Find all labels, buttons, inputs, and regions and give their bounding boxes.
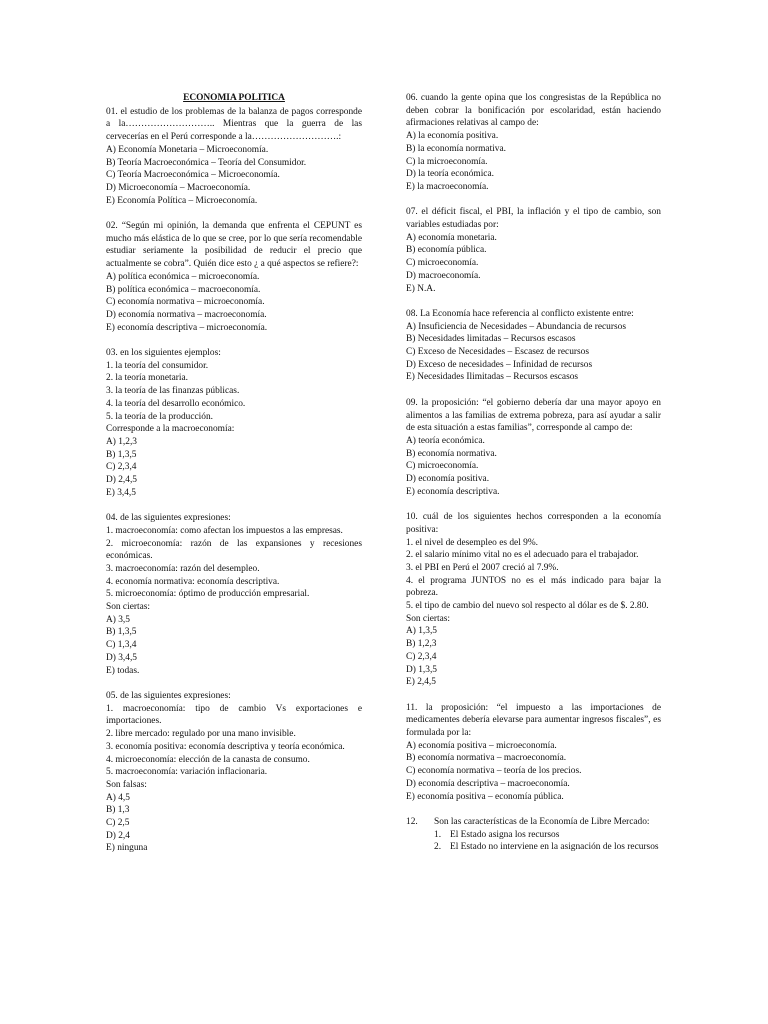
spacer — [406, 689, 661, 702]
answer-option: D) economía descriptiva – macroeconomía. — [406, 778, 570, 789]
answer-option: C) microeconomía. — [406, 258, 479, 269]
question-stem: 09. la proposición: “el gobierno debería dar una mayor apoyo en alimentos a las familias de extrema pobreza, para así ayudar a salir de esta situación a estas familias”, corresponde al campo de: — [406, 397, 661, 434]
question-line: 5. microeconomía: óptimo de producción empresarial. — [106, 589, 310, 600]
answer-option: E) la macroeconomía. — [406, 181, 489, 192]
question-4 — [106, 512, 362, 677]
question-line: 4. economía normativa: economía descriptiva. — [106, 576, 280, 587]
spacer — [406, 194, 661, 207]
question-line: Corresponde a la macroeconomía: — [106, 424, 235, 435]
question-line: Son ciertas: — [406, 613, 451, 624]
answer-option: D) economía positiva. — [406, 474, 490, 485]
question-1 — [106, 106, 362, 208]
question-stem: 03. en los siguientes ejemplos: — [106, 348, 221, 359]
answer-option: D) 2,4 — [106, 830, 130, 841]
question-stem: 06. cuando la gente opina que los congresistas de la República no deben cobrar la bonificación por escolaridad, están haciendo afirmaciones relativas al campo de: — [406, 93, 661, 129]
answer-option: A) política económica – microeconomía. — [106, 271, 260, 282]
answer-option: E) todas. — [106, 665, 140, 676]
answer-option: D) Exceso de necesidades – Infinidad de recursos — [406, 359, 593, 370]
answer-option: D) macroeconomía. — [406, 270, 481, 281]
answer-option: B) economía pública. — [406, 245, 487, 256]
question-3 — [106, 347, 362, 499]
answer-option: A) 1,2,3 — [106, 436, 137, 447]
answer-option: C) la microeconomía. — [406, 156, 488, 167]
answer-option: E) 2,4,5 — [406, 677, 436, 688]
question-9 — [406, 397, 661, 499]
question-stem: 05. de las siguientes expresiones: — [106, 690, 231, 701]
answer-option: C) Exceso de Necesidades – Escasez de recursos — [406, 347, 589, 358]
question-line: 4. la teoría del desarrollo económico. — [106, 398, 246, 409]
spacer — [406, 295, 661, 308]
answer-option: D) 3,4,5 — [106, 652, 137, 663]
question-line: 4. el programa JUNTOS no es el más indicado para bajar la pobreza. — [406, 575, 661, 599]
question-line: Son ciertas: — [106, 602, 151, 613]
answer-option: B) economía normativa. — [406, 448, 497, 459]
question-12-stem: Son las características de la Economía de Libre Mercado: — [434, 816, 650, 827]
question-8 — [406, 308, 661, 384]
question-stem: 10. cuál de los siguientes hechos corresponden a la economía positiva: — [406, 512, 661, 535]
left-column — [106, 92, 362, 868]
answer-option: B) 1,3 — [106, 805, 130, 816]
answer-option: D) 1,3,5 — [406, 664, 437, 675]
question-6 — [406, 92, 661, 194]
answer-option: B) la economía normativa. — [406, 143, 506, 154]
question-line: 1. macroeconomía: como afectan los impuestos a las empresas. — [106, 525, 343, 536]
q12-item-number: 1. — [434, 829, 442, 840]
answer-option: E) economía descriptiva – microeconomía. — [106, 322, 268, 333]
question-stem: 07. el déficit fiscal, el PBI, la inflación y el tipo de cambio, son variables estudiadas por: — [406, 207, 661, 231]
answer-option: B) 1,2,3 — [406, 639, 437, 650]
answer-option: A) Insuficiencia de Necesidades – Abundancia de recursos — [406, 321, 626, 332]
spacer — [106, 677, 362, 690]
question-line: 2. microeconomía: razón de las expansiones y recesiones económicas. — [106, 538, 362, 562]
answer-option: C) economía normativa – teoría de los precios. — [406, 766, 582, 777]
question-line: 3. macroeconomía: razón del desempleo. — [106, 563, 260, 574]
question-12 — [406, 816, 661, 854]
question-line: 5. el tipo de cambio del nuevo sol respecto al dólar es de $. 2.80. — [406, 601, 649, 612]
answer-option: B) Necesidades limitadas – Recursos escasos — [406, 334, 576, 345]
answer-option: C) 2,5 — [106, 818, 130, 829]
answer-option: C) 2,3,4 — [406, 651, 437, 662]
answer-option: A) 1,3,5 — [406, 626, 437, 637]
answer-option: C) economía normativa – microeconomía. — [106, 297, 265, 308]
question-line: 5. macroeconomía: variación inflacionaria. — [106, 767, 268, 778]
question-5 — [106, 690, 362, 855]
q12-item-text: El Estado no interviene en la asignación de los recursos — [450, 842, 659, 853]
question-line: 4. microeconomía: elección de la canasta de consumo. — [106, 754, 310, 765]
answer-option: A) 3,5 — [106, 614, 130, 625]
spacer — [106, 207, 362, 220]
answer-option: B) economía normativa – macroeconomía. — [406, 753, 567, 764]
answer-option: D) la teoría económica. — [406, 169, 494, 180]
question-stem: 08. La Economía hace referencia al conflicto existente entre: — [406, 308, 634, 319]
answer-option: A) economía positiva – microeconomía. — [406, 740, 557, 751]
question-2 — [106, 220, 362, 334]
question-7 — [406, 206, 661, 295]
spacer — [406, 384, 661, 397]
question-stem: 01. el estudio de los problemas de la balanza de pagos corresponde a la……………………….. Mientras que la guerra de las cervecerías en el Perú corresponde a la……………………….: — [106, 106, 362, 143]
right-column — [406, 92, 661, 854]
answer-option: B) política económica – macroeconomía. — [106, 284, 261, 295]
answer-option: C) Teoría Macroeconómica – Microeconomía. — [106, 170, 280, 181]
question-line: 2. la teoría monetaria. — [106, 373, 188, 384]
answer-option: B) 1,3,5 — [106, 627, 137, 638]
spacer — [406, 498, 661, 511]
answer-option: E) economía positiva – economía pública. — [406, 791, 564, 802]
question-stem: 04. de las siguientes expresiones: — [106, 513, 231, 524]
question-line: 1. el nivel de desempleo es del 9%. — [406, 537, 538, 548]
answer-option: A) 4,5 — [106, 792, 130, 803]
answer-option: E) N.A. — [406, 283, 436, 294]
page-title: ECONOMIA POLITICA — [183, 93, 285, 103]
answer-option: C) 1,3,4 — [106, 640, 137, 651]
question-11 — [406, 702, 661, 804]
q12-item-number: 2. — [434, 842, 442, 853]
answer-option: A) teoría económica. — [406, 435, 485, 446]
spacer — [106, 334, 362, 347]
question-line: Son falsas: — [106, 779, 147, 790]
spacer — [106, 499, 362, 512]
question-line: 2. el salario mínimo vital no es el adecuado para el trabajador. — [406, 550, 639, 561]
question-10 — [406, 511, 661, 689]
question-stem: 11. la proposición: “el impuesto a las importaciones de medicamentes debería elevarse para aumentar ingresos fiscales”, es formulada por la: — [406, 702, 661, 739]
answer-option: D) 2,4,5 — [106, 475, 137, 486]
q12-item-text: El Estado asigna los recursos — [450, 829, 560, 840]
question-line: 3. la teoría de las finanzas públicas. — [106, 386, 240, 397]
question-line: 3. el PBI en Perú el 2007 creció al 7.9%. — [406, 562, 559, 573]
question-12-number: 12. — [406, 816, 418, 827]
answer-option: A) economía monetaria. — [406, 232, 497, 243]
answer-option: E) Necesidades Ilimitadas – Recursos escasos — [406, 372, 579, 383]
answer-option: E) Economía Política – Microeconomía. — [106, 195, 258, 206]
question-line: 1. la teoría del consumidor. — [106, 360, 209, 371]
question-line: 2. libre mercado: regulado por una mano invisible. — [106, 729, 296, 740]
answer-option: B) Teoría Macroeconómica – Teoría del Consumidor. — [106, 157, 307, 168]
answer-option: D) economía normativa – macroeconomía. — [106, 309, 267, 320]
answer-option: E) 3,4,5 — [106, 487, 136, 498]
answer-option: E) economía descriptiva. — [406, 486, 500, 497]
answer-option: A) Economía Monetaria – Microeconomía. — [106, 144, 269, 155]
question-line: 5. la teoría de la producción. — [106, 411, 213, 422]
question-line: 3. economía positiva: economía descriptiva y teoría económica. — [106, 741, 345, 752]
answer-option: C) 2,3,4 — [106, 462, 137, 473]
answer-option: E) ninguna — [106, 843, 148, 854]
answer-option: A) la economía positiva. — [406, 131, 499, 142]
question-line: 1. macroeconomía: tipo de cambio Vs exportaciones e importaciones. — [106, 703, 362, 727]
question-stem: 02. “Según mi opinión, la demanda que enfrenta el CEPUNT es mucho más elástica de lo que se cree, por lo que sería recomendable estudiar seriamente la posibilidad de reducir el precio que actualmente se cobra”. Quién dice esto ¿ a qué aspectos se refiere?: — [106, 221, 362, 270]
answer-option: B) 1,3,5 — [106, 449, 137, 460]
spacer — [106, 855, 362, 868]
answer-option: D) Microeconomía – Macroeconomía. — [106, 182, 251, 193]
spacer — [406, 803, 661, 816]
answer-option: C) microeconomía. — [406, 461, 479, 472]
